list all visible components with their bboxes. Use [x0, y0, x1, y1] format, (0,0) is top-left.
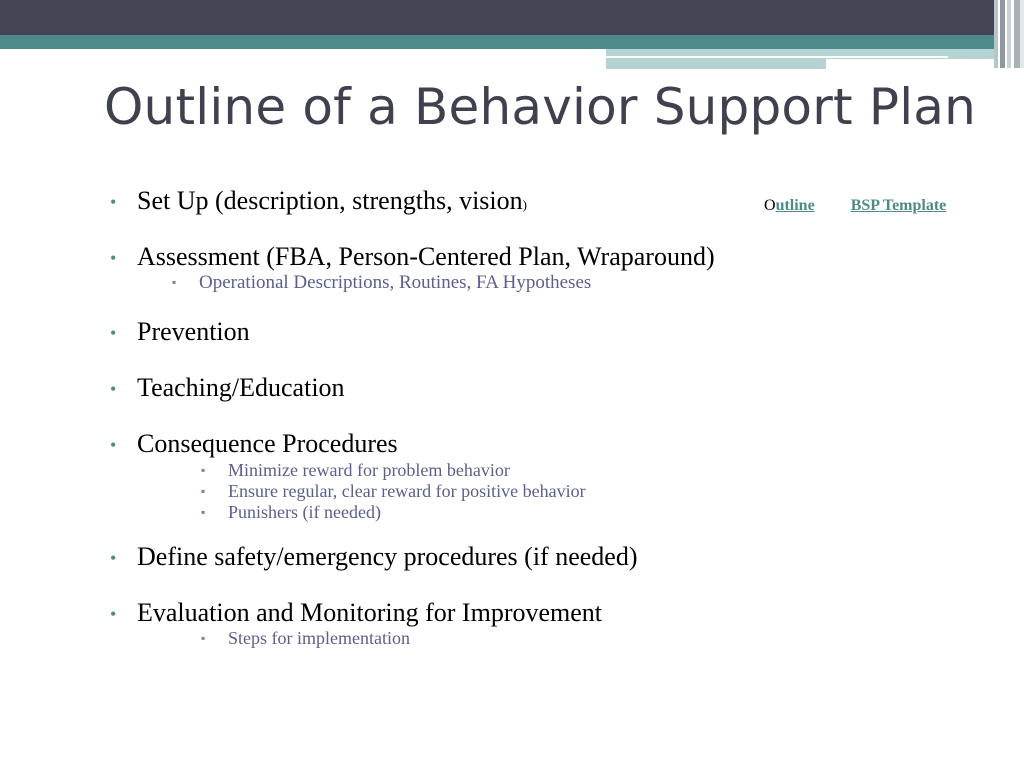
sub-bullet-text: Ensure regular, clear reward for positive behavior: [228, 481, 586, 501]
slide-title: Outline of a Behavior Support Plan: [104, 78, 977, 136]
header-band-dark: [0, 0, 1024, 35]
bullet-icon: •: [110, 435, 117, 455]
bullet-text: Assessment (FBA, Person-Centered Plan, Wraparound): [137, 242, 715, 271]
header-band-light-lower: [606, 59, 826, 69]
sub-bullet-text: Minimize reward for problem behavior: [228, 460, 510, 480]
sub-bullet-text: Operational Descriptions, Routines, FA Hypotheses: [199, 272, 592, 293]
bullet-icon: •: [110, 248, 117, 268]
bsp-template-link[interactable]: BSP Template: [850, 197, 947, 214]
sub-bullet-icon: ▪: [172, 275, 177, 289]
header-stripes: [994, 0, 1024, 68]
bullet-icon: •: [110, 323, 117, 343]
bullet-text: Consequence Procedures: [137, 429, 398, 458]
bullet-icon: •: [110, 548, 117, 568]
bullet-text: Teaching/Education: [137, 373, 345, 402]
sub-bullet-text: Steps for implementation: [228, 628, 410, 648]
sub-bullet-icon: ▪: [201, 463, 206, 477]
bullet-icon: •: [110, 379, 117, 399]
outline-link-prefix: O: [764, 197, 776, 214]
bullet-text: Define safety/emergency procedures (if needed): [137, 542, 638, 571]
bullet-text: Prevention: [137, 317, 250, 346]
sub-bullet-icon: ▪: [201, 631, 206, 645]
bullet-icon: •: [110, 192, 117, 212]
bullet-text-suffix: ): [522, 197, 527, 212]
sub-bullet-icon: ▪: [201, 484, 206, 498]
header-divider-line: [606, 56, 948, 58]
header-band-teal: [0, 35, 1024, 49]
slide-links: [764, 197, 946, 215]
sub-bullet-text: Punishers (if needed): [228, 502, 381, 522]
outline-link[interactable]: utline: [775, 197, 815, 214]
sub-bullet-icon: ▪: [201, 505, 206, 519]
bullet-text: Set Up (description, strengths, vision: [137, 186, 523, 215]
bullet-text: Evaluation and Monitoring for Improvement: [137, 598, 603, 627]
bullet-icon: •: [110, 604, 117, 624]
